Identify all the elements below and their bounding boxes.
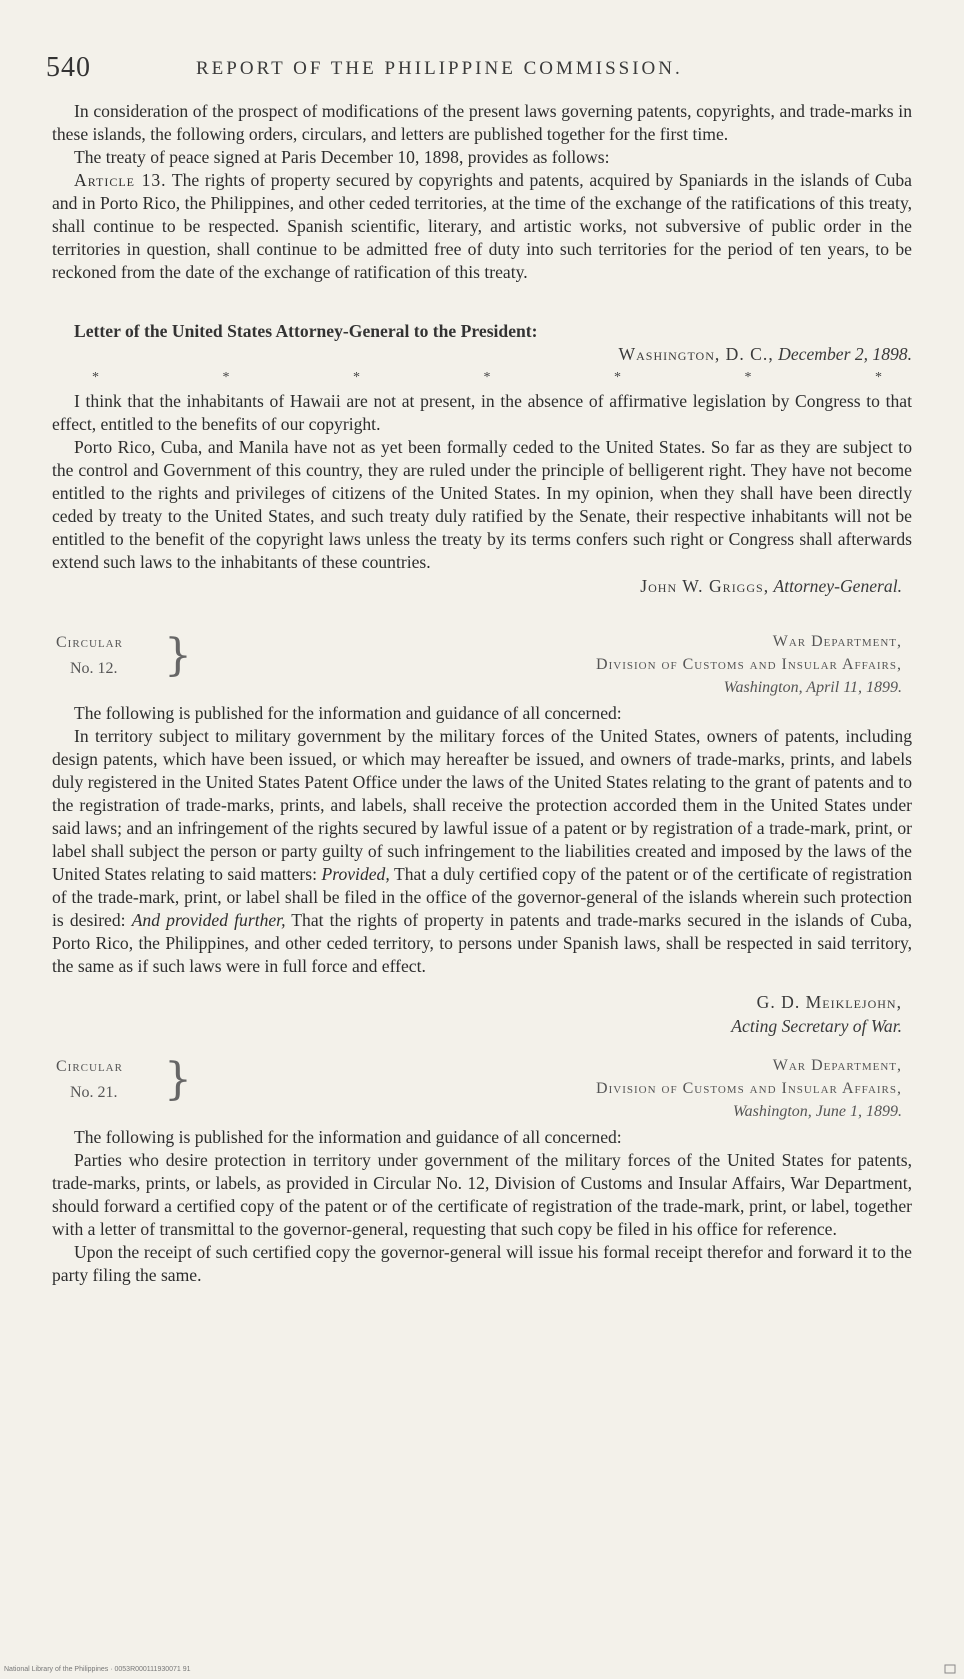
circular-12-text-b: That a duly certified copy of the patent or of the certificate of registration of the trade-mark, print, or label shall be filed in the office of the governor-general of the islands wherein such protection is desired: [52,864,912,930]
provided-2: And provided further, [131,910,286,930]
circular-dept: War Department, [772,633,902,650]
circular-12-signer: G. D. Meiklejohn, [756,992,902,1012]
circular-12-text-c: That the rights of property in patents and trade-marks secured in the islands of Cuba, Porto Rico, the Philippines, and other ceded territory, to persons under Spanish laws, shall be respected in said territory, the same as if such laws were in full force and effect. [52,910,912,976]
circular-12-signer-title: Acting Secretary of War. [731,1016,902,1036]
letter-paragraph-2: Porto Rico, Cuba, and Manila have not as yet been formally ceded to the United States. So far as they are subject to the control and Government of this country, they are ruled under the principle of belligerent right. They have not become entitled to the rights and privileges of citizens of the United States. In my opinion, when they shall have been directly ceded by treaty to the United States, and such treaty duly ratified by the Senate, their respective inhabitants will not be entitled to the benefit of the copyright laws unless the treaty by its terms confers such right or Congress shall afterwards extend such laws to the inhabitants of these countries. [52,437,912,572]
page-header [46,52,906,88]
star: * [92,370,99,385]
treaty-article [52,169,912,284]
circular-division: Division of Customs and Insular Affairs, [596,1080,902,1097]
star: * [353,370,360,385]
running-head: REPORT OF THE PHILIPPINE COMMISSION. [196,58,683,79]
circular-date: Washington, April 11, 1899. [723,679,902,696]
intro-paragraph: In consideration of the prospect of modifications of the present laws governing patents, copyrights, and trade-marks in these islands, the following orders, circulars, and letters are published together for the first time. [52,101,912,144]
page-body [52,100,912,1287]
circular-12-paragraph-1: The following is published for the information and guidance of all concerned: [74,703,622,723]
letter-signer: John W. Griggs, [640,576,770,596]
circular-label: Circular [56,1058,123,1075]
page-number: 540 [46,52,91,83]
circular-12-heading [52,626,912,702]
circular-21-issuer [596,1054,902,1123]
scan-mark-icon [944,1664,956,1674]
circular-dept: War Department, [772,1057,902,1074]
treaty-paragraph: The treaty of peace signed at Paris December 10, 1898, provides as follows: [74,147,610,167]
circular-21-heading [52,1050,912,1126]
circular-division: Division of Customs and Insular Affairs, [596,656,902,673]
article-text: The rights of property secured by copyrights and patents, acquired by Spaniards in the islands of Cuba and in Porto Rico, the Philippines, and other ceded territories, at the time of the exchange of the ratifications of this treaty, shall continue to be respected. Spanish scientific, literary, and artistic works, not subversive of public order in the territories in question, shall continue to be admitted free of duty into such territories for the period of ten years, to be reckoned from the date of the exchange of ratification of this treaty. [52,170,912,282]
star: * [222,370,230,385]
star: * [483,370,491,385]
circular-12-label [56,630,192,682]
letter-signature [52,574,912,598]
circular-12-text-a: In territory subject to military government by the military forces of the United States, owners of patents, including design patents, which have been issued, or which may hereafter be issued, and owners of trade-marks, prints, and labels duly registered in the United States Patent Office under the laws of the United States relating to the grant of patents and to the registration of trade-marks, prints, and labels, shall receive the protection accorded them in the United States under said laws; and an infringement of the rights secured by lawful issue of a patent or by registration of a trade-mark, print, or label shall subject the person or party guilty of such infringement to the liabilities created and imposed by the laws of the United States relating to said matters: [52,726,912,884]
letter-title: Letter of the United States Attorney-General to the President: [74,321,538,341]
letter-place: Washington, D. C., [618,344,774,364]
circular-21-paragraph-2: Parties who desire protection in territory under government of the military forces of the United States for patents, trade-marks, prints, or labels, as provided in Circular No. 12, Division of Customs and Insular Affairs, War Department, should forward a certified copy of the patent or of the certificate of registration of the trade-mark, print, or label, together with a letter of transmittal to the governor-general, requesting that such copy be filed in his office for reference. [52,1150,912,1239]
circular-number: No. 12. [70,660,118,677]
brace-icon: } [164,1054,192,1105]
letter-date: December 2, 1898. [778,344,912,364]
star: * [875,370,882,385]
letter-signer-title: Attorney-General. [773,576,902,596]
star: * [614,370,621,385]
star: * [744,370,752,385]
letter-dateline [52,343,912,366]
circular-number: No. 21. [70,1084,118,1101]
letter-paragraph-1: I think that the inhabitants of Hawaii are not at present, in the absence of affirmative legislation by Congress to that effect, entitled to the benefits of our copyright. [52,391,912,434]
circular-label: Circular [56,634,123,651]
circular-21-paragraph-1: The following is published for the information and guidance of all concerned: [74,1127,622,1147]
provided-1: Provided, [321,864,390,884]
ellipsis-stars [52,366,912,390]
circular-12-signature [52,990,912,1038]
article-label: Article 13. [74,170,167,190]
circular-12-issuer [596,630,902,699]
circular-21-paragraph-3: Upon the receipt of such certified copy the governor-general will issue his formal receipt therefor and forward it to the party filing the same. [52,1242,912,1285]
circular-21-label [56,1054,192,1106]
circular-12-paragraph-2 [52,725,912,978]
brace-icon: } [164,630,192,681]
scan-footer: National Library of the Philippines · 0053R000111930071 91 [4,1666,191,1673]
circular-date: Washington, June 1, 1899. [732,1103,902,1120]
